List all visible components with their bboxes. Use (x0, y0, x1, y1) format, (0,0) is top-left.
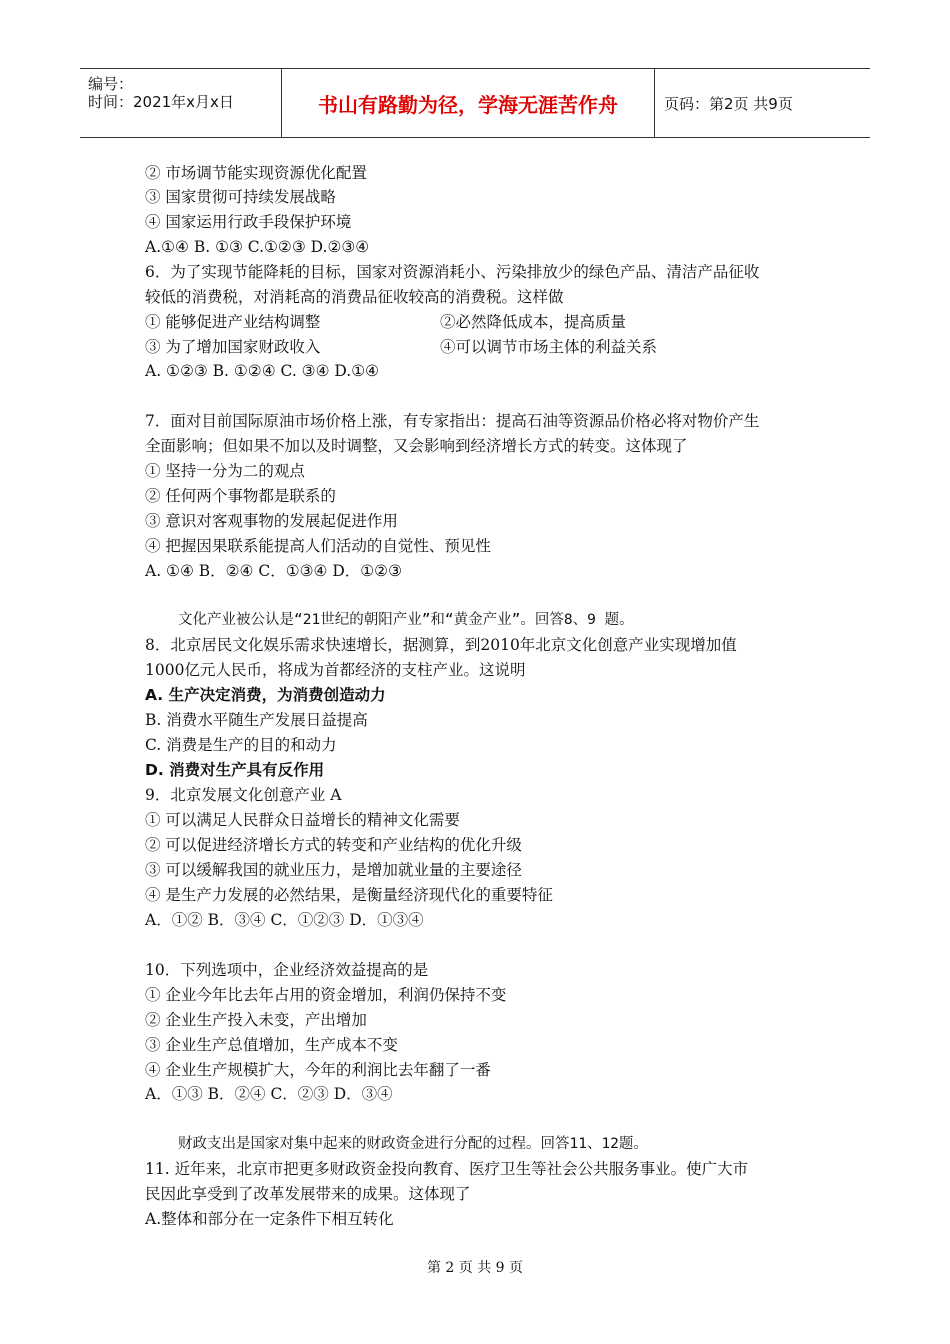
text-line: 民因此享受到了改革发展带来的成果。这体现了 (145, 1185, 471, 1203)
section-intro: 财政支出是国家对集中起来的财政资金进行分配的过程。回答11、12题。 (178, 1136, 648, 1152)
text-line: ④ 企业生产规模扩大，今年的利润比去年翻了一番 (145, 1061, 491, 1079)
question-6: 6．为了实现节能降耗的目标，国家对资源消耗小、污染排放少的绿色产品、清洁产品征收 (145, 263, 760, 281)
text-line: ② 企业生产投入未变，产出增加 (145, 1011, 367, 1029)
text-line: ④ 是生产力发展的必然结果，是衡量经济现代化的重要特征 (145, 886, 553, 904)
text-line: ② 可以促进经济增长方式的转变和产业结构的优化升级 (145, 836, 522, 854)
question-7: 7．面对目前国际原油市场价格上涨，有专家指出：提高石油等资源品价格必将对物价产生 (145, 412, 760, 430)
question-11: 11. 近年来，北京市把更多财政资金投向教育、医疗卫生等社会公共服务事业。使广大市 (145, 1160, 749, 1178)
section-intro: 文化产业被公认是“21世纪的朝阳产业”和“黄金产业”。回答8、9 题。 (178, 612, 634, 628)
option-d: D. 消费对生产具有反作用 (145, 761, 325, 779)
answer-options: A．①③ B．②④ C．②③ D．③④ (145, 1085, 393, 1103)
header-info-cell (80, 69, 282, 137)
text-line: ③ 可以缓解我国的就业压力，是增加就业量的主要途径 (145, 861, 522, 879)
text-line: ④ 把握因果联系能提高人们活动的自觉性、预见性 (145, 537, 491, 555)
page-footer: 第 2 页 共 9 页 (426, 1260, 524, 1276)
text-line: 全面影响；但如果不加以及时调整，又会影响到经济增长方式的转变。这体现了 (145, 437, 688, 455)
number-label: 编号： (88, 75, 134, 93)
text-line: 1000亿元人民币，将成为首都经济的支柱产业。这说明 (145, 661, 526, 679)
answer-options: A.①④ B. ①③ C.①②③ D.②③④ (145, 238, 370, 256)
answer-options: A．①② B．③④ C．①②③ D．①③④ (145, 911, 424, 929)
text-line: ① 企业今年比去年占用的资金增加，利润仍保持不变 (145, 986, 507, 1004)
page-header (80, 68, 870, 138)
answer-options: A. ①②③ B. ①②④ C. ③④ D.①④ (145, 362, 379, 380)
question-10: 10．下列选项中，企业经济效益提高的是 (145, 961, 429, 979)
header-motto: 书山有路勤为径，学海无涯苦作舟 (282, 69, 655, 137)
text-line: ③ 意识对客观事物的发展起促进作用 (145, 512, 398, 530)
text-line: ③ 企业生产总值增加，生产成本不变 (145, 1036, 398, 1054)
text-line: ③ 国家贯彻可持续发展战略 (145, 188, 336, 206)
text-line: ② 市场调节能实现资源优化配置 (145, 164, 367, 182)
option-c: C. 消费是生产的目的和动力 (145, 736, 337, 754)
text-line: ②必然降低成本，提高质量 (440, 313, 627, 331)
option-a: A. 生产决定消费，为消费创造动力 (145, 686, 386, 704)
text-line: ① 坚持一分为二的观点 (145, 462, 305, 480)
question-8: 8．北京居民文化娱乐需求快速增长，据测算，到2010年北京文化创意产业实现增加值 (145, 636, 737, 654)
text-line: ① 可以满足人民群众日益增长的精神文化需要 (145, 811, 460, 829)
question-9: 9．北京发展文化创意产业 A (145, 786, 342, 804)
answer-options: A. ①④ B．②④ C．①③④ D．①②③ (145, 562, 402, 580)
text-line: ④ 国家运用行政手段保护环境 (145, 213, 352, 231)
header-page-label: 页码：第2页 共9页 (664, 94, 793, 113)
text-line: ① 能够促进产业结构调整 (145, 313, 321, 331)
text-line: ② 任何两个事物都是联系的 (145, 487, 336, 505)
text-line: ④可以调节市场主体的利益关系 (440, 338, 658, 356)
time-label: 时间：2021年x月x日 (88, 93, 234, 111)
text-line: 较低的消费税，对消耗高的消费品征收较高的消费税。这样做 (145, 288, 564, 306)
text-line: ③ 为了增加国家财政收入 (145, 338, 321, 356)
option-a: A.整体和部分在一定条件下相互转化 (145, 1210, 394, 1228)
option-b: B. 消费水平随生产发展日益提高 (145, 711, 368, 729)
